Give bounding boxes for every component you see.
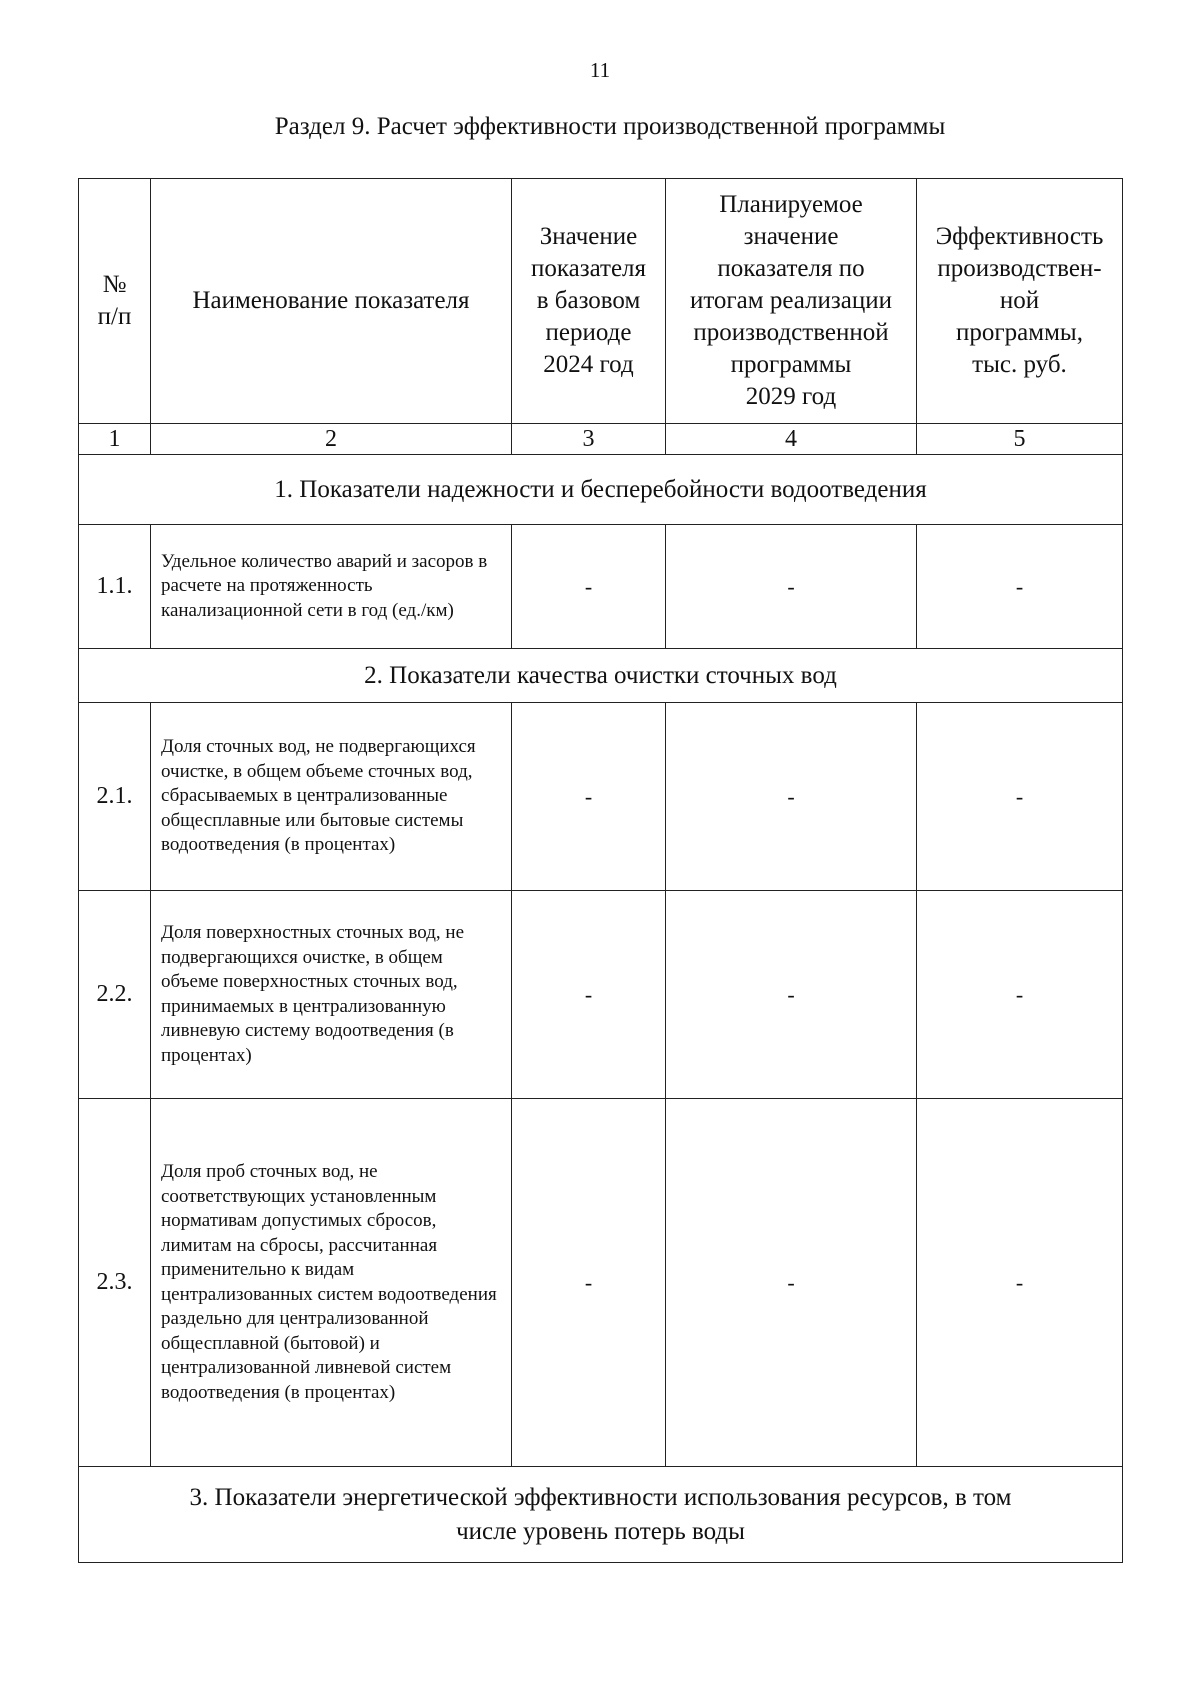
header-col-name: Наименование показателя [151,179,512,424]
header-col-base-value [512,179,666,424]
header-col-number [79,179,151,424]
column-number: 1 [79,424,151,455]
header-col-planned-line: программы [730,351,852,378]
section-title-cell: 1. Показатели надежности и бесперебойности водоотведения [79,455,1123,525]
section-header-row [79,455,1123,525]
header-col-planned-line: 2029 год [745,383,837,410]
header-col-base-line: в базовом [536,287,641,314]
table-row [79,1099,1123,1467]
header-col-base-line: Значение [539,223,638,250]
row-efficiency-value: - [917,703,1123,891]
header-col-efficiency-line: ной [999,287,1040,314]
row-indicator-name: Доля сточных вод, не подвергающихся очистке, в общем объеме сточных вод, сбрасываемых в централизованные общесплавные или бытовые системы водоотведения (в процентах) [151,703,512,891]
row-planned-value: - [666,525,917,649]
header-row [79,179,1123,424]
table-row [79,703,1123,891]
column-number: 5 [917,424,1123,455]
section-title-line: 3. Показатели энергетической эффективности использования ресурсов, в том [189,1483,1012,1511]
column-number: 4 [666,424,917,455]
section-title-line: числе уровень потерь воды [456,1517,745,1545]
header-col-base-line: периоде [545,319,632,346]
header-col-planned-line: показателя по [717,255,865,282]
row-indicator-name: Удельное количество аварий и засоров в расчете на протяженность канализационной сети в год (ед./км) [151,525,512,649]
header-col-efficiency-line: Эффективность [935,223,1104,250]
header-col-efficiency [917,179,1123,424]
row-planned-value: - [666,1099,917,1467]
row-base-value: - [512,525,666,649]
header-col-number-line1: № [102,271,127,298]
row-index: 2.1. [79,703,151,891]
header-col-efficiency-line: программы, [956,319,1083,346]
row-index: 2.3. [79,1099,151,1467]
row-efficiency-value: - [917,891,1123,1099]
header-col-base-line: показателя [530,255,647,282]
row-index: 2.2. [79,891,151,1099]
row-efficiency-value: - [917,1099,1123,1467]
section-title-cell: 2. Показатели качества очистки сточных вод [79,649,1123,703]
column-number: 2 [151,424,512,455]
header-col-efficiency-line: производствен- [937,255,1102,282]
row-base-value: - [512,891,666,1099]
table-row [79,525,1123,649]
row-base-value: - [512,703,666,891]
row-planned-value: - [666,891,917,1099]
row-indicator-name: Доля проб сточных вод, не соответствующих установленным нормативам допустимых сбросов, лимитам на сбросы, рассчитанная применительно к видам централизованных систем водоотведения раздельно для централизованной общесплавной (бытовой) и централизованной ливневой систем водоотведения (в процентах) [151,1099,512,1467]
row-efficiency-value: - [917,525,1123,649]
section-header-row [79,649,1123,703]
row-base-value: - [512,1099,666,1467]
page-number: 11 [589,58,611,82]
row-planned-value: - [666,703,917,891]
header-col-planned-line: производственной [693,319,889,346]
section-header-row [79,1467,1123,1563]
row-indicator-name: Доля поверхностных сточных вод, не подвергающихся очистке, в общем объеме поверхностных сточных вод, принимаемых в централизованную ливневую систему водоотведения (в процентах) [151,891,512,1099]
column-number: 3 [512,424,666,455]
header-col-planned-value [666,179,917,424]
header-col-base-line: 2024 год [543,351,634,378]
header-col-planned-line: значение [743,223,839,250]
header-col-planned-line: Планируемое [719,191,863,218]
column-number-row [79,424,1123,455]
section-title-cell [79,1467,1123,1563]
table-row [79,891,1123,1099]
production-program-efficiency-table [78,178,1123,1563]
section-title: Раздел 9. Расчет эффективности производственной программы [274,113,946,140]
row-index: 1.1. [79,525,151,649]
header-col-efficiency-line: тыс. руб. [972,351,1067,378]
header-col-number-line2: п/п [97,303,132,330]
header-col-planned-line: итогам реализации [689,287,893,314]
